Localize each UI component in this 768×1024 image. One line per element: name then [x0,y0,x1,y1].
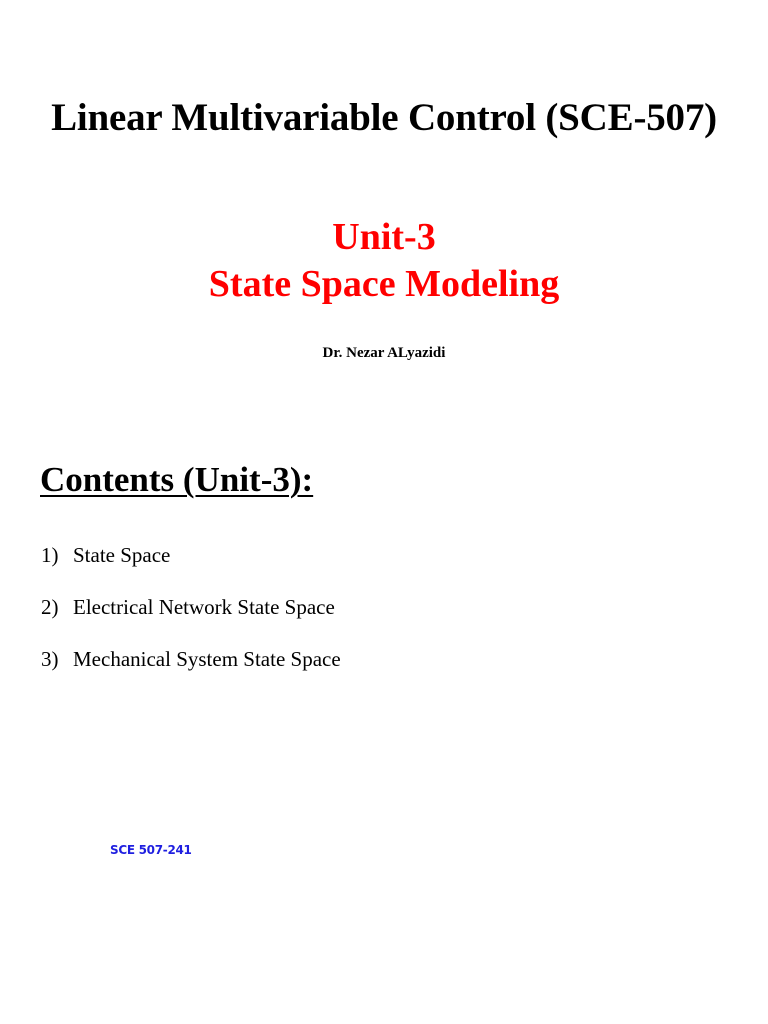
unit-title-block [0,214,768,308]
unit-topic: State Space Modeling [208,263,560,305]
course-title: Linear Multivariable Control (SCE-507) [51,96,717,139]
contents-list [41,541,341,697]
author-name: Dr. Nezar ALyazidi [322,345,446,361]
contents-item-text: Mechanical System State Space [73,647,341,671]
contents-item [41,593,341,645]
contents-item-number: 1) [41,543,59,567]
contents-item-number: 2) [41,595,59,619]
contents-item [41,541,341,593]
contents-item-text: State Space [73,543,171,567]
unit-number: Unit-3 [332,216,436,258]
footer-course-code: SCE 507-241 [110,843,192,857]
contents-heading: Contents (Unit-3): [40,460,314,499]
contents-item-number: 3) [41,647,59,671]
contents-item [41,645,341,697]
contents-item-text: Electrical Network State Space [73,595,335,619]
